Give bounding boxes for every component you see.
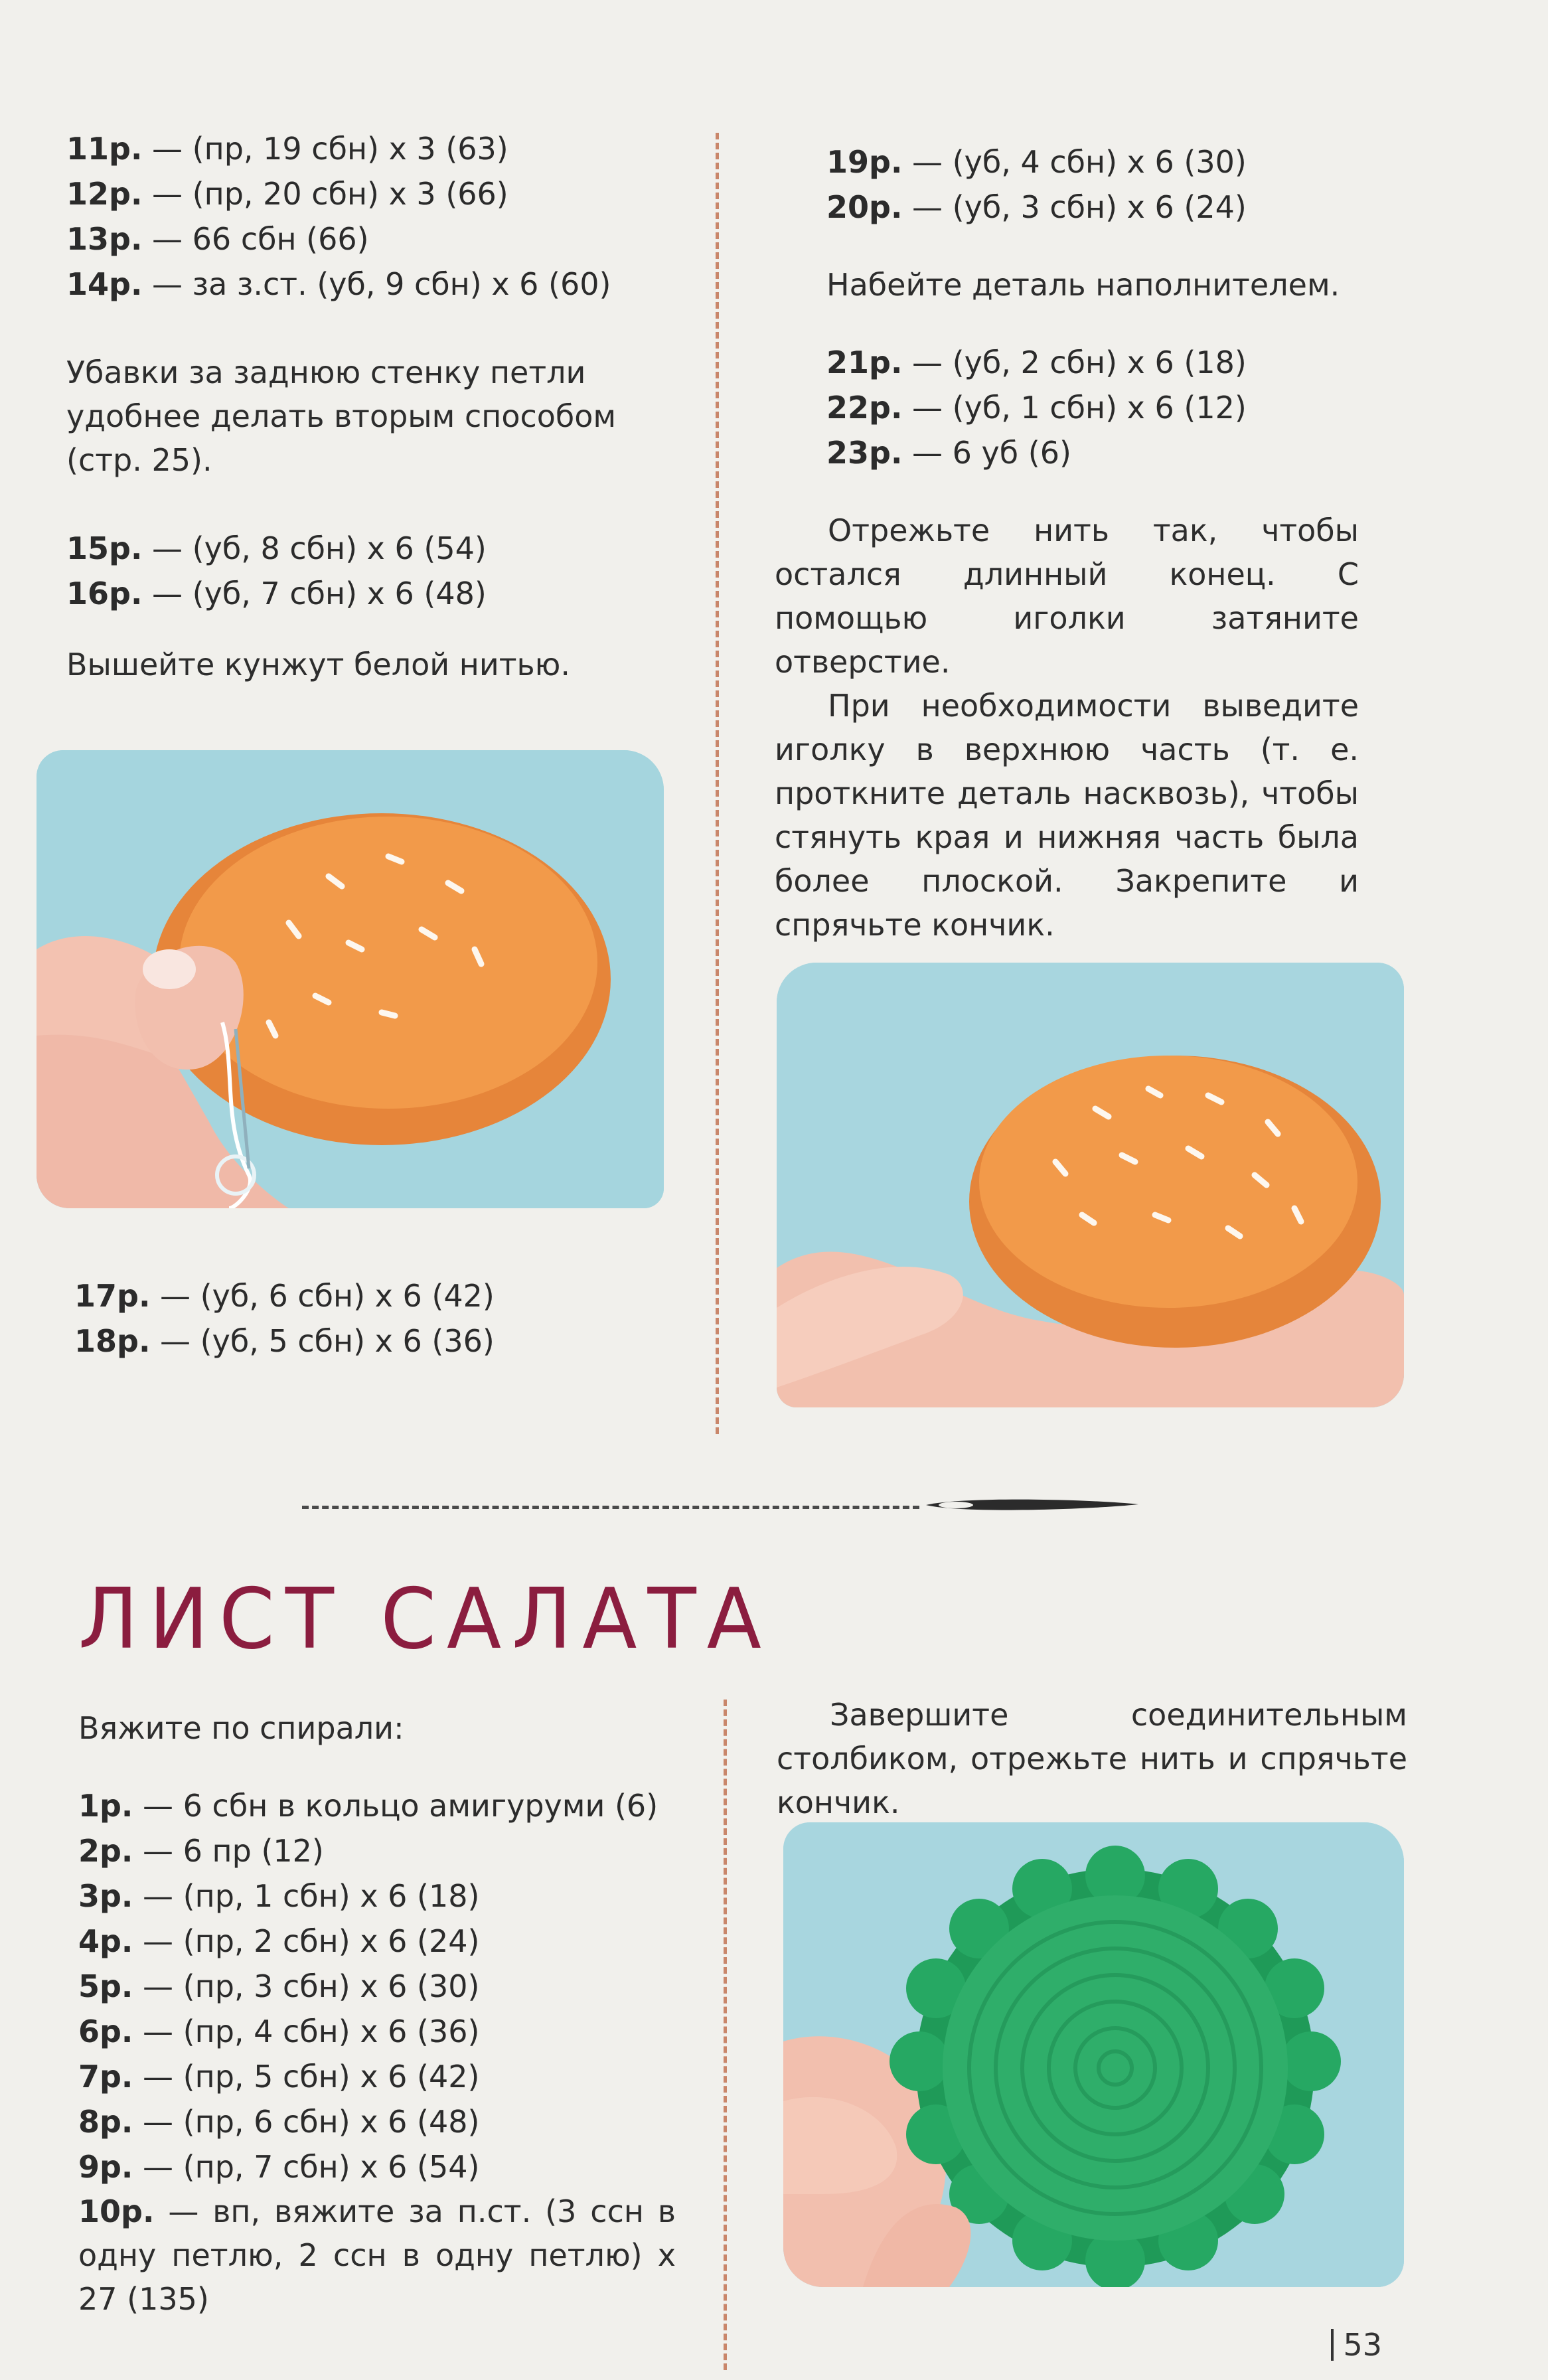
pattern-row — [826, 139, 1411, 185]
row-instruction: — (пр, 20 сбн) х 3 (66) — [142, 176, 508, 212]
row-instruction: — 6 пр (12) — [133, 1833, 324, 1869]
pattern-row — [66, 216, 677, 262]
finish-paragraph: Завершите соединительным столбиком, отрежьте нить и спрячьте кончик. — [777, 1697, 1407, 1820]
row-instruction: — 66 сбн (66) — [142, 221, 369, 257]
lettuce-row — [78, 1964, 689, 2009]
finished-bun-image — [777, 963, 1404, 1407]
pattern-row — [826, 430, 1411, 475]
row-number: 1р. — [78, 1788, 133, 1824]
row-number: 5р. — [78, 1968, 133, 2004]
bottom-left-column — [78, 1706, 689, 2321]
row-number: 23р. — [826, 435, 903, 471]
row-number: 3р. — [78, 1878, 133, 1914]
row-instruction: — (уб, 7 сбн) х 6 (48) — [142, 576, 487, 611]
page-number-text: 53 — [1343, 2327, 1382, 2363]
row-number: 13р. — [66, 221, 143, 257]
row-number: 12р. — [66, 176, 143, 212]
row-instruction: — (уб, 4 сбн) х 6 (30) — [902, 144, 1247, 180]
row-instruction: — за з.ст. (уб, 9 сбн) х 6 (60) — [142, 266, 611, 302]
row-number: 4р. — [78, 1923, 133, 1959]
row-number: 6р. — [78, 2014, 133, 2049]
row-number: 18р. — [74, 1323, 151, 1359]
bun-embroidery-image — [37, 750, 664, 1208]
row-instruction: — (уб, 6 сбн) х 6 (42) — [150, 1278, 495, 1314]
row-number: 14р. — [66, 266, 143, 302]
pattern-row — [66, 526, 677, 571]
bottom-right-column — [777, 1693, 1407, 1824]
pattern-row — [826, 385, 1411, 430]
lettuce-row — [78, 1873, 689, 1919]
embroider-note: Вышейте кунжут белой нитью. — [66, 647, 570, 682]
column-divider-top — [716, 133, 719, 1434]
row-number: 2р. — [78, 1833, 133, 1869]
lettuce-image — [783, 1822, 1404, 2287]
pattern-row — [74, 1318, 672, 1364]
row-instruction: — (пр, 19 сбн) х 3 (63) — [142, 131, 508, 167]
row-number: 11р. — [66, 131, 143, 167]
row-instruction: — (уб, 8 сбн) х 6 (54) — [142, 530, 487, 566]
section-title: ЛИСТ САЛАТА — [78, 1571, 772, 1668]
top-left-bottom-rows — [74, 1273, 672, 1364]
flatten-paragraph: При необходимости выведите иголку в верхнюю часть (т. е. проткните деталь насквозь), чтобы стянуть края и нижняя часть была более плоской. Закрепите и спрячьте кончик. — [775, 688, 1359, 943]
stuff-note: Набейте деталь наполнителем. — [826, 267, 1340, 303]
lettuce-row — [78, 1783, 689, 1828]
lettuce-row — [78, 2054, 689, 2099]
row-number: 16р. — [66, 576, 143, 611]
decrease-note: Убавки за заднюю стенку петли удобнее делать вторым способом (стр. 25). — [66, 355, 617, 478]
row-instruction: — 6 сбн в кольцо амигуруми (6) — [133, 1788, 658, 1824]
lettuce-row — [78, 1828, 689, 1873]
page-number-bar — [1331, 2329, 1334, 2361]
row-instruction: — (уб, 3 сбн) х 6 (24) — [902, 189, 1247, 225]
page-number — [1331, 2327, 1382, 2363]
row-instruction: — (уб, 2 сбн) х 6 (18) — [902, 345, 1247, 380]
pattern-row — [66, 262, 677, 307]
top-right-column — [775, 139, 1411, 947]
row-10-text: — вп, вяжите за п.ст. (3 ссн в одну петлю, 2 ссн в одну петлю) х 27 (135) — [78, 2193, 676, 2317]
row-instruction: — (пр, 5 сбн) х 6 (42) — [133, 2059, 480, 2095]
row-10-number: 10р. — [78, 2193, 155, 2229]
pattern-row — [74, 1273, 672, 1318]
needle-icon — [923, 1495, 1142, 1515]
pattern-row — [66, 126, 677, 171]
spiral-intro: Вяжите по спирали: — [78, 1710, 404, 1746]
row-number: 7р. — [78, 2059, 133, 2095]
row-number: 20р. — [826, 189, 903, 225]
photo-finished-bun — [777, 963, 1404, 1407]
pattern-row — [826, 185, 1411, 230]
row-instruction: — (пр, 1 сбн) х 6 (18) — [133, 1878, 480, 1914]
row-instruction: — (пр, 7 сбн) х 6 (54) — [133, 2149, 480, 2185]
lettuce-row — [78, 1919, 689, 1964]
row-instruction: — (уб, 1 сбн) х 6 (12) — [902, 390, 1247, 426]
row-number: 9р. — [78, 2149, 133, 2185]
row-number: 17р. — [74, 1278, 151, 1314]
pattern-row — [826, 340, 1411, 385]
pattern-row — [66, 171, 677, 216]
row-instruction: — (пр, 2 сбн) х 6 (24) — [133, 1923, 480, 1959]
row-number: 8р. — [78, 2104, 133, 2140]
row-number: 15р. — [66, 530, 143, 566]
row-instruction: — (пр, 6 сбн) х 6 (48) — [133, 2104, 480, 2140]
row-10-instruction — [78, 2189, 676, 2321]
lettuce-row — [78, 2009, 689, 2054]
row-instruction: — (пр, 4 сбн) х 6 (36) — [133, 2014, 480, 2049]
section-divider — [302, 1506, 919, 1509]
lettuce-row — [78, 2099, 689, 2144]
row-number: 19р. — [826, 144, 903, 180]
lettuce-row — [78, 2144, 689, 2189]
column-divider-bottom — [724, 1700, 727, 2370]
pattern-row — [66, 571, 677, 616]
top-left-column — [66, 126, 677, 686]
row-instruction: — 6 уб (6) — [902, 435, 1071, 471]
photo-bun-embroidery — [37, 750, 664, 1208]
row-number: 22р. — [826, 390, 903, 426]
row-number: 21р. — [826, 345, 903, 380]
row-instruction: — (пр, 3 сбн) х 6 (30) — [133, 1968, 480, 2004]
row-instruction: — (уб, 5 сбн) х 6 (36) — [150, 1323, 495, 1359]
cut-thread-paragraph: Отрежьте нить так, чтобы остался длинный конец. С помощью иголки затяните отверстие. — [775, 513, 1359, 680]
photo-lettuce-leaf — [783, 1822, 1404, 2287]
